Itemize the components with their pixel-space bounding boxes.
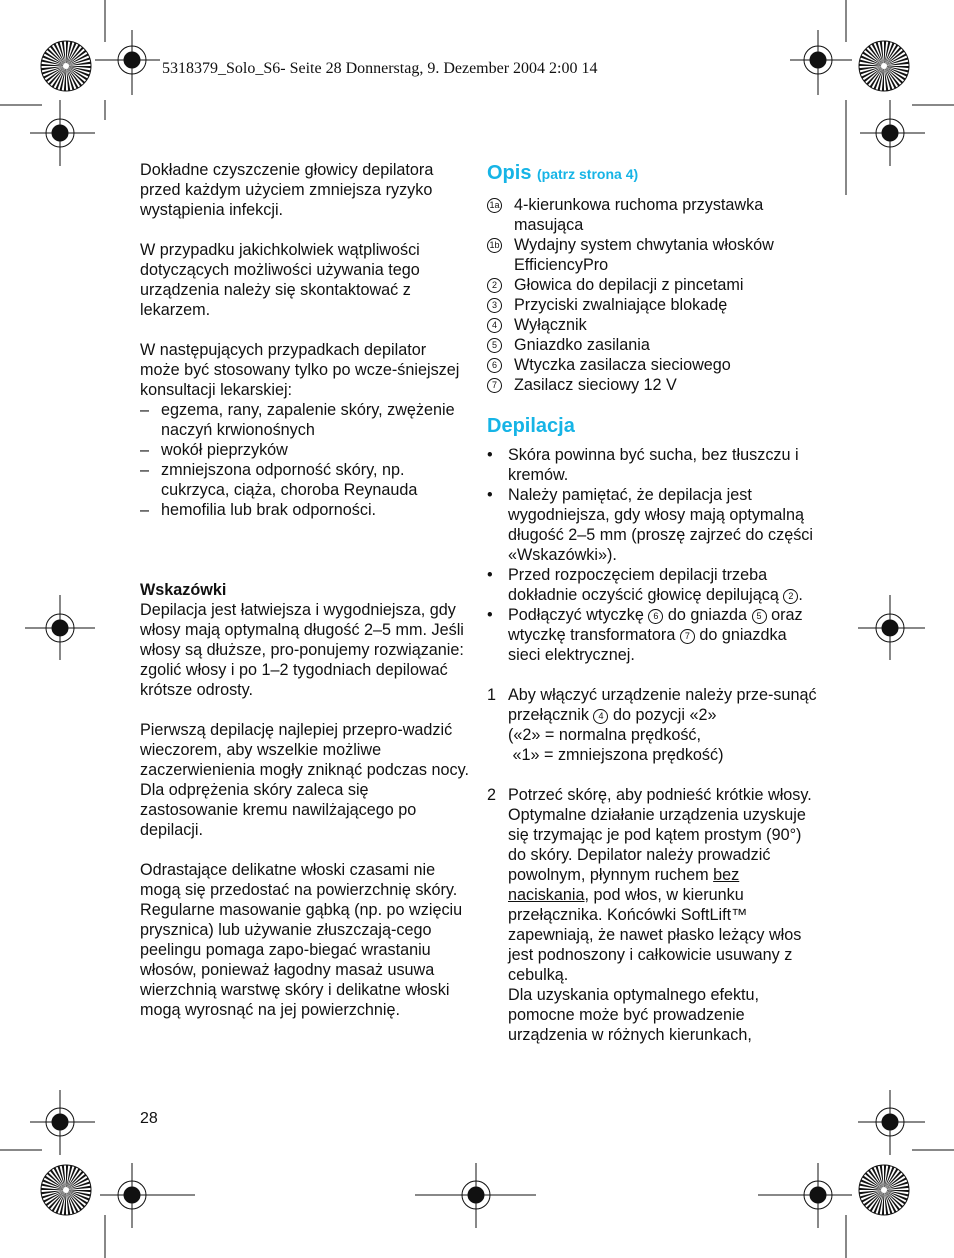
- registration-sun-bottom-left: [41, 1165, 91, 1215]
- list-item: – wokół pieprzyków: [140, 440, 470, 460]
- list-item: [487, 565, 817, 605]
- print-slug: 5318379_Solo_S6- Seite 28 Donnerstag, 9. Dezember 2004 2:00 14: [162, 60, 598, 77]
- registration-sun-top-right: [859, 41, 909, 91]
- list-item: [487, 275, 817, 295]
- list-item: [487, 315, 817, 335]
- part-number-badge: 1b: [487, 238, 502, 253]
- bullet-text: Podłączyć wtyczkę: [508, 606, 644, 624]
- list-item: – egzema, rany, zapalenie skóry, zwężenie naczyń krwionośnych: [140, 400, 470, 440]
- opis-title: Opis: [487, 162, 532, 184]
- part-number-badge: 2: [783, 589, 798, 604]
- bullet-text: oraz wtyczkę transformatora: [508, 606, 803, 644]
- list-item: [487, 355, 817, 375]
- part-label: Wyłącznik: [514, 316, 587, 334]
- part-label: Wtyczka zasilacza sieciowego: [514, 356, 731, 374]
- step-text: Dla uzyskania optymalnego efektu, pomocne może być prowadzenie urządzenia w różnych kierunkach,: [508, 986, 760, 1044]
- crosshair-left-mid: [25, 595, 95, 660]
- list-item: – zmniejszona odporność skóry, np. cukrzyca, ciąża, choroba Reynauda: [140, 460, 470, 500]
- preparation-list: [487, 445, 817, 665]
- part-label: Wydajny system chwytania włosków EfficiencyPro: [514, 236, 774, 274]
- part-number-badge: 2: [487, 278, 502, 293]
- step-1: [487, 685, 817, 765]
- part-number-badge: 1a: [487, 198, 502, 213]
- intro-paragraph-3: W następujących przypadkach depilator może być stosowany tylko po wcze-śniejszej konsultacji lekarskiej:: [140, 341, 460, 399]
- list-item: [487, 335, 817, 355]
- list-item: [487, 295, 817, 315]
- part-number-badge: 6: [487, 358, 502, 373]
- part-label: Głowica do depilacji z pincetami: [514, 276, 744, 294]
- step-text: do pozycji «2»: [612, 706, 717, 724]
- part-number-badge: 4: [487, 318, 502, 333]
- step-emphasis: bez naciskania: [508, 866, 740, 904]
- registration-sun-top-left: [41, 41, 91, 91]
- bullet-text: do gniazdka sieci elektrycznej.: [508, 626, 787, 664]
- list-item: [487, 605, 817, 665]
- bullet-text-end: .: [798, 586, 803, 604]
- right-column: [487, 160, 817, 1045]
- part-label: Gniazdko zasilania: [514, 336, 650, 354]
- list-item: • Należy pamiętać, że depilacja jest wygodniejsza, gdy włosy mają optymalną długość 2–5 mm (proszę zajrzeć do części «Wskazówki»).: [487, 485, 817, 565]
- step-text: , pod włos, w kierunku przełącznika. Końcówki SoftLift™ zapewniają, że nawet płasko leżący włos jest podnoszony i całkowicie usuwany z cebulką.: [508, 886, 802, 984]
- part-number-badge: 5: [487, 338, 502, 353]
- left-column: [140, 160, 470, 1020]
- step-text: Potrzeć skórę, aby podnieść krótkie włosy. Optymalne działanie urządzenia uzyskuje się trzymając je pod kątem prostym (90°) do skóry. Depilator należy prowadzić powolnym, płynnym ruchem: [508, 786, 812, 884]
- part-number-badge: 4: [593, 709, 608, 724]
- tips-paragraph-3: Odrastające delikatne włoski czasami nie mogą się przedostać na powierzchnię skóry. Regularne masowanie gąbką (np. po wzięciu prysznica) lub używanie złuszczają-cego peelingu pomaga zapo-biegać wrastaniu włosów, ponieważ łagodny masaż usuwa wierzchnią warstwę skóry i delikatne włoski mogą wyrosnąć na jej powierzchnię.: [140, 861, 463, 1019]
- crosshair-right-mid: [858, 595, 925, 660]
- crosshair-bottom-2: [440, 1163, 510, 1228]
- part-number-badge: 7: [487, 378, 502, 393]
- step-text: «1» = zmniejszona prędkość): [508, 746, 724, 764]
- part-label: Przyciski zwalniające blokadę: [514, 296, 728, 314]
- step-number: 2: [487, 786, 497, 804]
- crosshair-left-top: [30, 100, 95, 166]
- step-text: («2» = normalna prędkość,: [508, 726, 702, 744]
- section-heading-opis: [487, 160, 817, 187]
- crosshair-top-2: [790, 30, 852, 95]
- list-item: [487, 375, 817, 395]
- bullet-text: do gniazda: [667, 606, 748, 624]
- part-label: 4-kierunkowa ruchoma przystawka masująca: [514, 196, 764, 234]
- step-2: [487, 785, 817, 1045]
- bullet-text: Przed rozpoczęciem depilacji trzeba dokładnie oczyścić głowicę depilującą: [508, 566, 779, 604]
- part-number-badge: 7: [680, 629, 695, 644]
- crosshair-left-bottom: [30, 1090, 95, 1155]
- tips-paragraph-2: Pierwszą depilację najlepiej przepro-wadzić wieczorem, aby wszelkie możliwe zaczerwienienia mogły zniknąć podczas nocy. Dla odprężenia skóry zaleca się zastosowanie kremu nawilżającego po depilacji.: [140, 721, 470, 839]
- section-heading-depilacja: Depilacja: [487, 415, 575, 437]
- part-number-badge: 6: [648, 609, 663, 624]
- intro-paragraph-1: Dokładne czyszczenie głowicy depilatora przed każdym użyciem zmniejsza ryzyko wystąpienia infekcji.: [140, 161, 434, 219]
- opis-subtitle: (patrz strona 4): [537, 166, 639, 182]
- registration-sun-bottom-right: [859, 1165, 909, 1215]
- intro-paragraph-2: W przypadku jakichkolwiek wątpliwości dotyczących możliwości używania tego urządzenia należy się skontaktować z lekarzem.: [140, 241, 420, 319]
- step-text: Aby włączyć urządzenie należy prze-sunąć przełącznik: [508, 686, 817, 724]
- list-item: – hemofilia lub brak odporności.: [140, 500, 470, 520]
- list-item: [487, 235, 817, 275]
- part-number-badge: 3: [487, 298, 502, 313]
- list-item: • Skóra powinna być sucha, bez tłuszczu i kremów.: [487, 445, 817, 485]
- parts-list: [487, 195, 817, 395]
- conditions-list: [140, 400, 470, 520]
- part-number-badge: 5: [752, 609, 767, 624]
- tips-heading: Wskazówki: [140, 581, 227, 599]
- list-item: [487, 195, 817, 235]
- page-number: 28: [140, 1110, 158, 1127]
- part-label: Zasilacz sieciowy 12 V: [514, 376, 677, 394]
- step-number: 1: [487, 686, 497, 704]
- crosshair-right-top: [860, 100, 925, 166]
- crosshair-right-bottom: [858, 1090, 925, 1155]
- tips-paragraph-1: Depilacja jest łatwiejsza i wygodniejsza, gdy włosy mają optymalną długość 2–5 mm. Jeśli włosy są dłuższe, pro-ponujemy rozwiązanie: zgolić włosy i po 1–2 tygodniach depilować krótsze odrosty.: [140, 601, 464, 699]
